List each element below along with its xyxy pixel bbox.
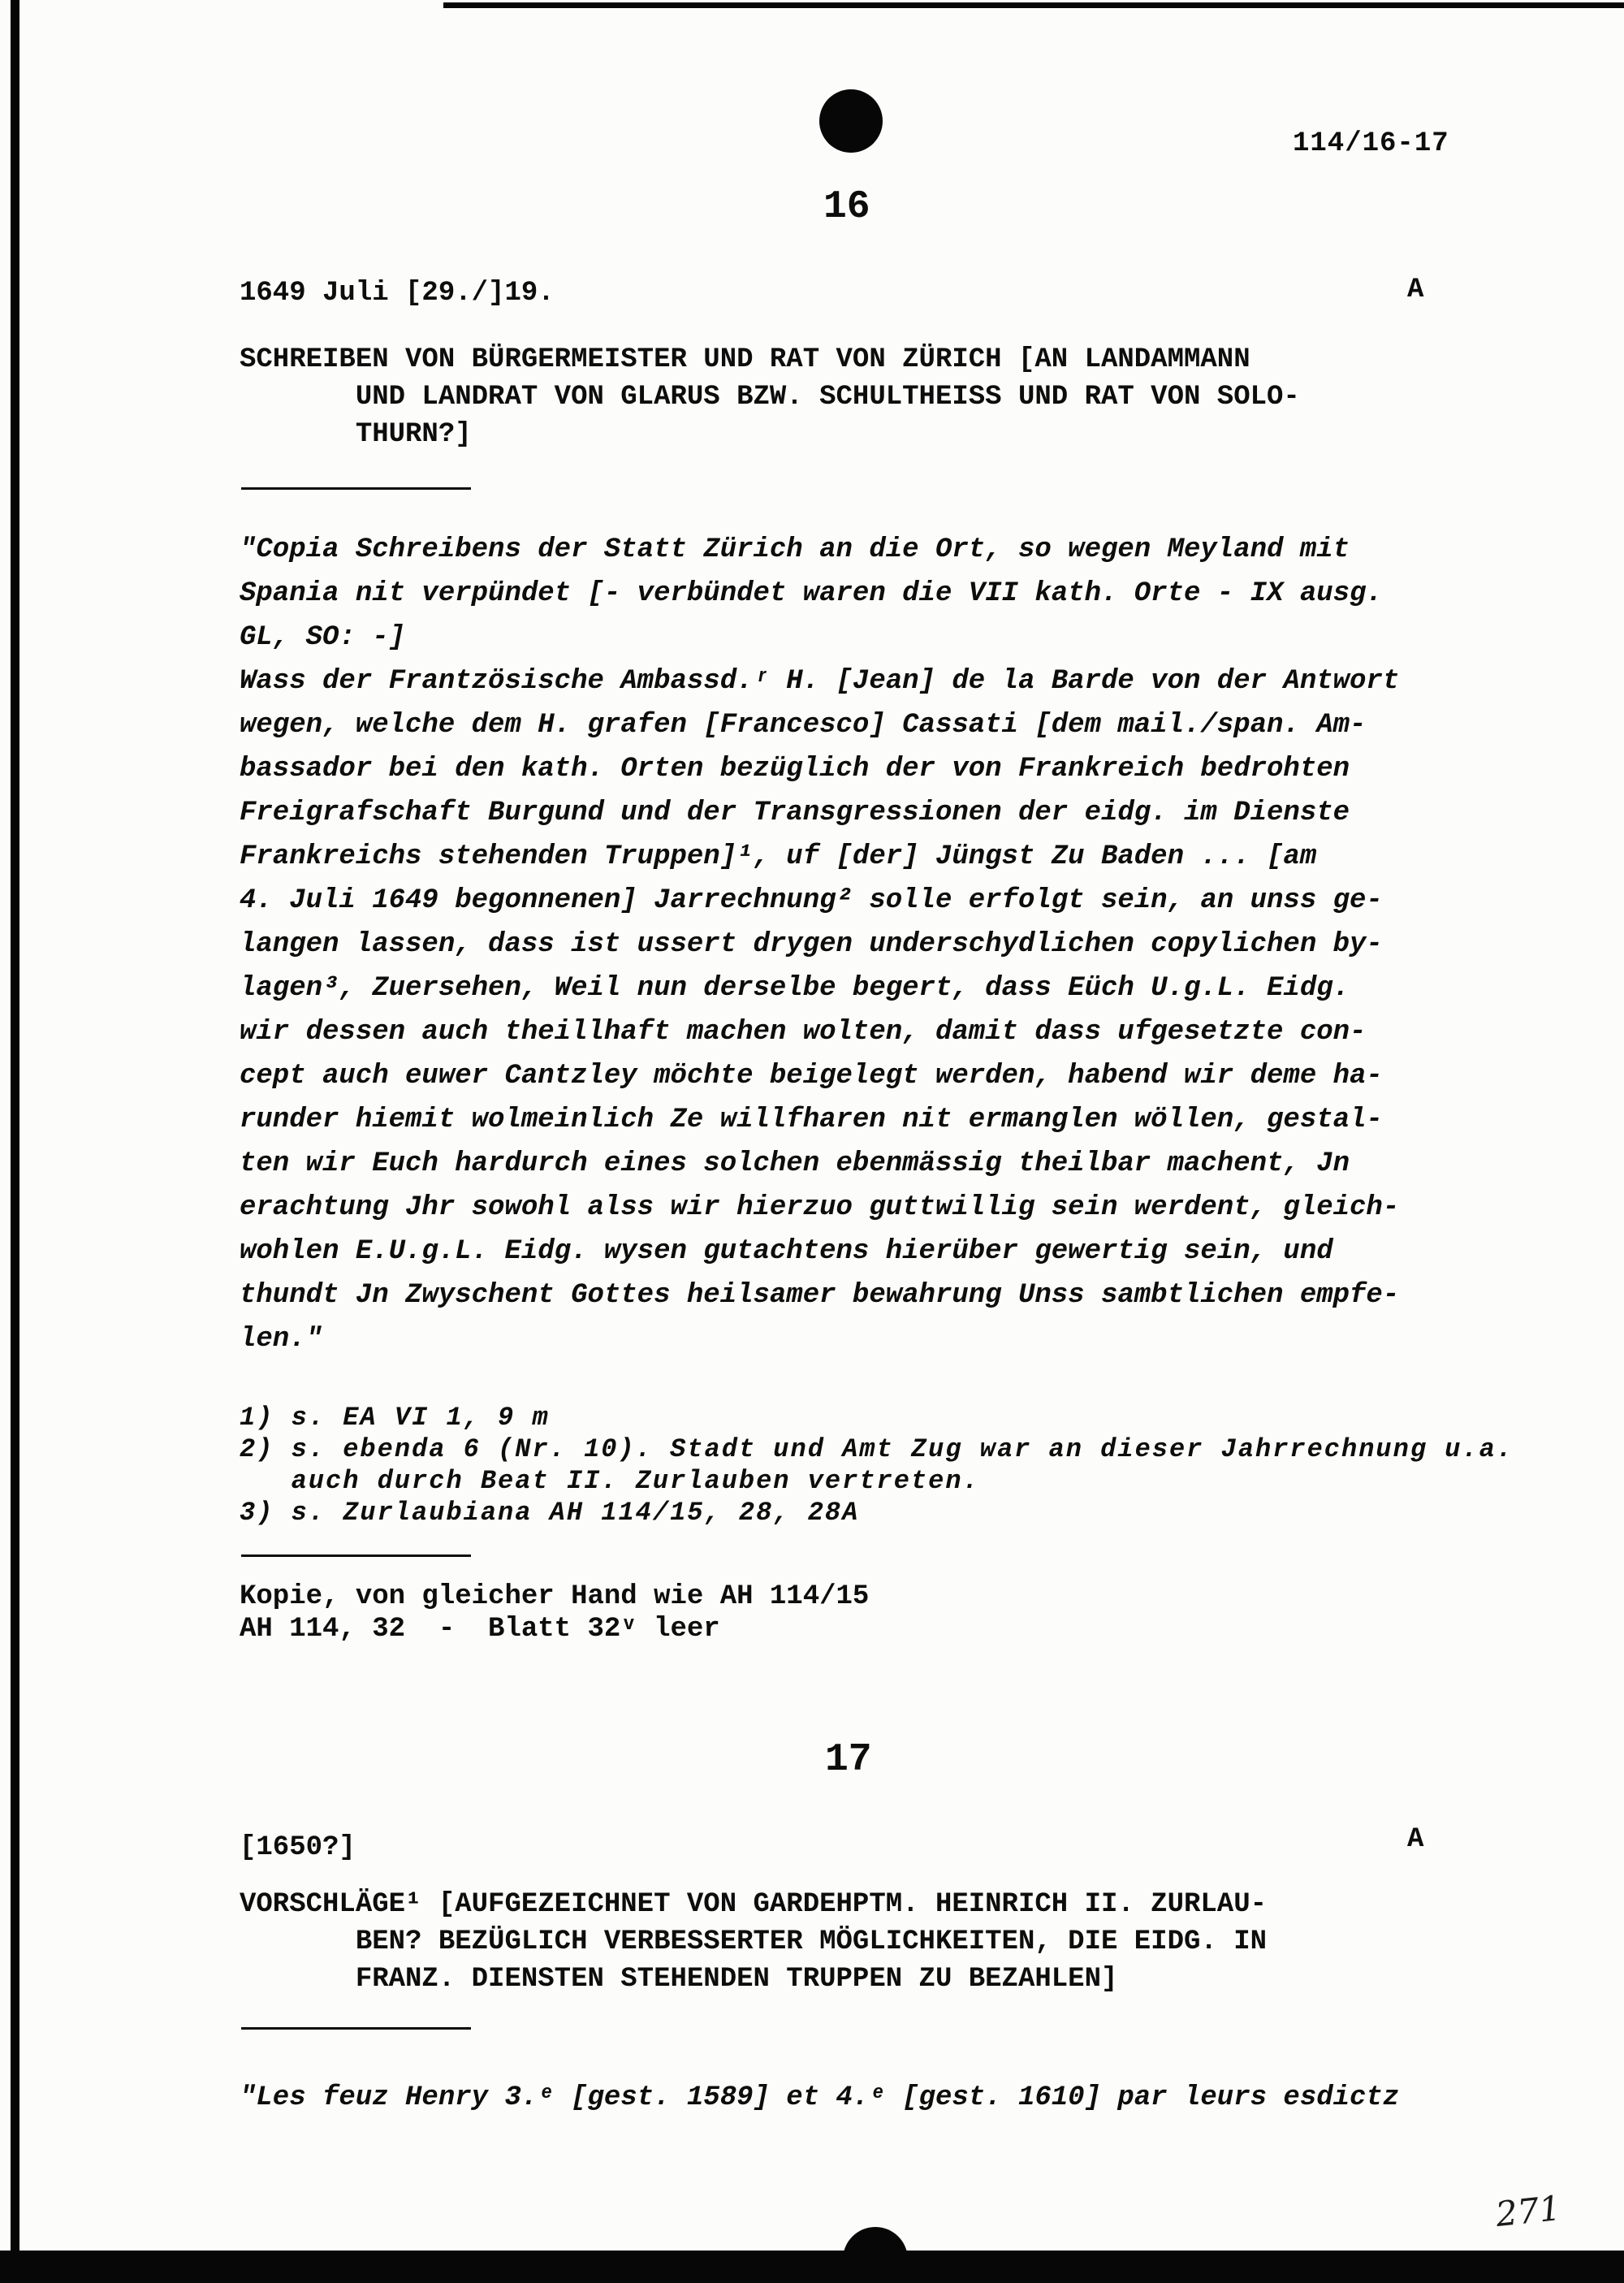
title-line: VORSCHLÄGE¹ [AUFGEZEICHNET VON GARDEHPTM. HEINRICH II. ZURLAU- (240, 1889, 1268, 1920)
title-line: THURN?] (240, 419, 472, 450)
series-letter: A (1407, 275, 1424, 305)
body-line: "Les feuz Henry 3.ᵉ [gest. 1589] et 4.ᵉ [gest. 1610] par leurs esdictz (240, 2082, 1400, 2113)
entry-footnotes (240, 1402, 1514, 1528)
separator-rule (241, 1554, 471, 1557)
footnote-line: auch durch Beat II. Zurlauben vertreten. (240, 1466, 980, 1496)
series-letter: A (1407, 1824, 1424, 1855)
entry-body (240, 2076, 1399, 2120)
body-line: "Copia Schreibens der Statt Zürich an die Ort, so wegen Meyland mit (240, 534, 1350, 565)
source-line: Kopie, von gleicher Hand wie AH 114/15 (240, 1581, 870, 1612)
scan-edge-left (11, 0, 19, 2283)
body-line: ten wir Euch hardurch eines solchen ebenmässig theilbar machent, Jn (240, 1148, 1350, 1179)
entry-number: 16 (823, 185, 870, 229)
title-line: FRANZ. DIENSTEN STEHENDEN TRUPPEN ZU BEZAHLEN] (240, 1964, 1118, 1995)
body-line: wohlen E.U.g.L. Eidg. wysen gutachtens hierüber gewertig sein, und (240, 1236, 1333, 1267)
footnote-line: 3) s. Zurlaubiana AH 114/15, 28, 28A (240, 1498, 860, 1528)
entry-body (240, 528, 1399, 1361)
separator-rule (241, 2027, 471, 2030)
body-line: erachtung Jhr sowohl alss wir hierzuo guttwillig sein werdent, gleich- (240, 1192, 1400, 1223)
body-line: GL, SO: -] (240, 622, 406, 653)
title-line: UND LANDRAT VON GLARUS BZW. SCHULTHEISS UND RAT VON SOLO- (240, 382, 1300, 413)
title-line: SCHREIBEN VON BÜRGERMEISTER UND RAT VON ZÜRICH [AN LANDAMMANN (240, 344, 1250, 375)
entry-title (240, 1886, 1267, 1998)
handwritten-folio-number: 271 (1493, 2187, 1563, 2235)
body-line: wegen, welche dem H. grafen [Francesco] Cassati [dem mail./span. Am- (240, 710, 1367, 741)
entry-date: 1649 Juli [29./]19. (240, 278, 555, 309)
body-line: len." (240, 1324, 323, 1355)
body-line: langen lassen, dass ist ussert drygen underschydlichen copylichen by- (240, 929, 1383, 960)
entry-title (240, 341, 1300, 453)
archive-reference: 114/16-17 (1293, 128, 1449, 159)
body-line: wir dessen auch theillhaft machen wolten, damit dass ufgesetzte con- (240, 1017, 1367, 1048)
punch-hole-mark-top (819, 89, 883, 153)
punch-hole-mark-bottom (843, 2227, 908, 2283)
footnote-line: 2) s. ebenda 6 (Nr. 10). Stadt und Amt Zug war an dieser Jahrrechnung u.a. (240, 1434, 1514, 1464)
title-line: BEN? BEZÜGLICH VERBESSERTER MÖGLICHKEITEN, DIE EIDG. IN (240, 1926, 1268, 1957)
body-line: Freigrafschaft Burgund und der Transgressionen der eidg. im Dienste (240, 798, 1350, 828)
entry-date: [1650?] (240, 1832, 356, 1863)
body-line: Frankreichs stehenden Truppen]¹, uf [der] Jüngst Zu Baden ... [am (240, 841, 1317, 872)
body-line: Wass der Frantzösische Ambassd.ʳ H. [Jean] de la Barde von der Antwort (240, 666, 1400, 697)
body-line: Spania nit verpündet [- verbündet waren die VII kath. Orte - IX ausg. (240, 578, 1383, 609)
body-line: 4. Juli 1649 begonnenen] Jarrechnung² solle erfolgt sein, an unss ge- (240, 885, 1383, 916)
scan-edge-top (443, 2, 1624, 8)
separator-rule (241, 487, 471, 490)
footnote-line: 1) s. EA VI 1, 9 m (240, 1403, 550, 1433)
scan-edge-bottom (0, 2251, 1624, 2283)
body-line: bassador bei den kath. Orten bezüglich der von Frankreich bedrohten (240, 754, 1350, 785)
body-line: lagen³, Zuersehen, Weil nun derselbe begert, dass Eüch U.g.L. Eidg. (240, 973, 1350, 1004)
source-line: AH 114, 32 - Blatt 32ᵛ leer (240, 1614, 720, 1645)
entry-number: 17 (825, 1738, 872, 1782)
body-line: thundt Jn Zwyschent Gottes heilsamer bewahrung Unss sambtlichen empfe- (240, 1280, 1400, 1311)
entry-source-note (240, 1580, 869, 1645)
body-line: runder hiemit wolmeinlich Ze willfharen nit ermanglen wöllen, gestal- (240, 1105, 1383, 1135)
body-line: cept auch euwer Cantzley möchte beigelegt werden, habend wir deme ha- (240, 1061, 1383, 1092)
